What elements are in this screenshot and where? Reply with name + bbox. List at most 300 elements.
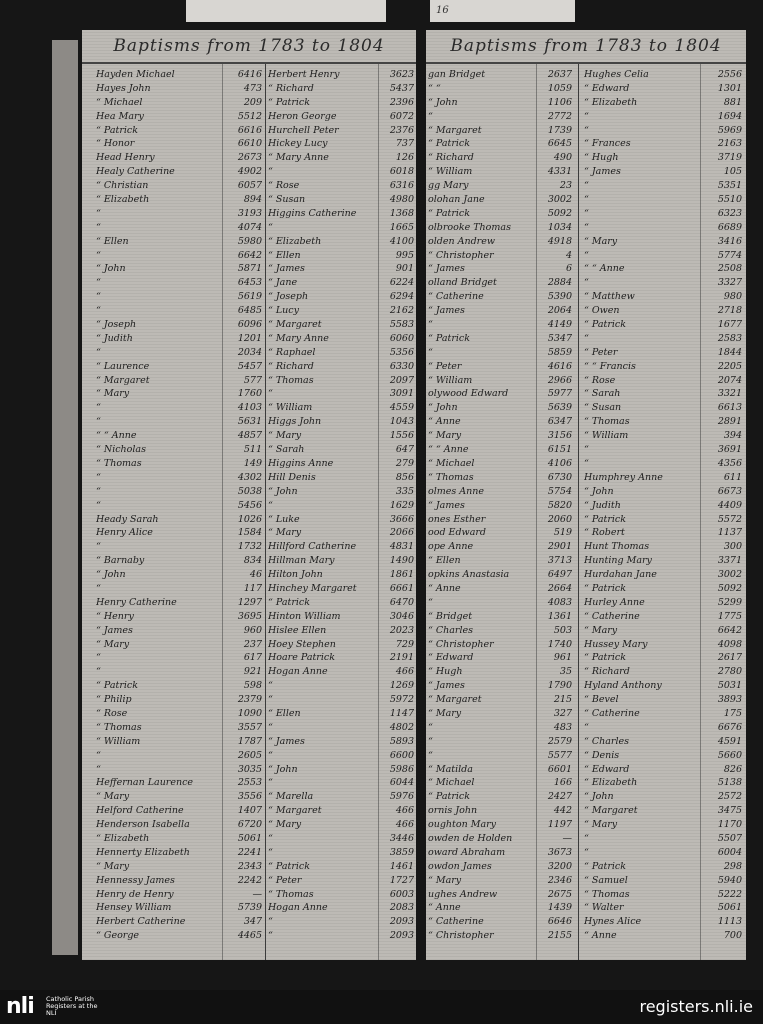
number-right: 1368 <box>389 207 414 219</box>
number-left: 3695 <box>237 610 262 622</box>
number-right: 995 <box>395 249 414 261</box>
number-left: 3002 <box>547 194 572 206</box>
name-right: “ <box>268 916 273 928</box>
number-left: 5871 <box>237 263 262 275</box>
name-right: Humphrey Anne <box>584 471 663 483</box>
name-right: “ <box>268 499 273 511</box>
number-left: 6485 <box>237 305 262 317</box>
number-left: 921 <box>243 666 262 678</box>
name-left: “ <box>96 471 101 483</box>
number-right: 300 <box>723 541 742 553</box>
name-left: ornis John <box>428 805 478 817</box>
number-left: 4083 <box>547 596 572 608</box>
name-right: Hurchell Peter <box>268 124 339 136</box>
number-right: 5774 <box>717 249 742 261</box>
name-right: “ Mary Anne <box>268 332 329 344</box>
register-entry-row <box>426 610 746 624</box>
number-left: 6057 <box>237 180 262 192</box>
name-right: “ Thomas <box>584 888 630 900</box>
register-entry-row <box>82 151 416 165</box>
number-left: 5639 <box>547 402 572 414</box>
number-right: 1490 <box>389 555 414 567</box>
register-entry-row <box>426 499 746 513</box>
name-right: “ Samuel <box>584 874 628 886</box>
name-left: “ <box>96 749 101 761</box>
name-right: “ James <box>268 263 305 275</box>
name-left: “ Christian <box>96 180 149 192</box>
number-right: 5972 <box>389 694 414 706</box>
register-entry-row <box>426 874 746 888</box>
number-right: 6004 <box>717 846 742 858</box>
number-left: 5754 <box>547 485 572 497</box>
number-right: 980 <box>723 291 742 303</box>
register-entry-row <box>426 165 746 179</box>
number-right: 2023 <box>389 624 414 636</box>
number-left: 2966 <box>547 374 572 386</box>
name-left: “ <box>96 221 101 233</box>
register-entry-row <box>82 82 416 96</box>
number-left: 2064 <box>547 305 572 317</box>
name-right: “ “ Francis <box>584 360 636 372</box>
number-right: 3446 <box>389 832 414 844</box>
number-right: 2583 <box>717 332 742 344</box>
name-right: “ Matthew <box>584 291 635 303</box>
number-left: 519 <box>553 527 572 539</box>
name-right: Hunt Thomas <box>584 541 650 553</box>
number-left: 2060 <box>547 513 572 525</box>
number-left: 4149 <box>547 319 572 331</box>
name-left: “ John <box>96 263 126 275</box>
name-left: “ Margaret <box>428 694 482 706</box>
name-left: “ <box>96 402 101 414</box>
number-left: 215 <box>553 694 572 706</box>
register-entry-row <box>426 249 746 263</box>
register-entry-row <box>82 110 416 124</box>
name-left: “ <box>428 319 433 331</box>
left-page <box>82 30 416 960</box>
register-entry-row <box>426 110 746 124</box>
number-right: 6072 <box>389 110 414 122</box>
number-right: 466 <box>395 666 414 678</box>
register-entry-row <box>426 68 746 82</box>
number-left: 1090 <box>237 707 262 719</box>
number-right: 3327 <box>717 277 742 289</box>
register-entry-row <box>82 360 416 374</box>
number-left: 1361 <box>547 610 572 622</box>
register-entry-row <box>426 804 746 818</box>
name-right: “ Bevel <box>584 694 619 706</box>
name-left: “ Peter <box>428 360 462 372</box>
name-right: “ James <box>584 166 621 178</box>
name-right: “ Mary Anne <box>268 152 329 164</box>
number-left: 4 <box>565 249 572 261</box>
name-right: “ Thomas <box>584 416 630 428</box>
name-left: “ Anne <box>428 416 461 428</box>
name-right: “ Patrick <box>584 652 626 664</box>
name-right: “ “ Anne <box>584 263 625 275</box>
name-left: Head Henry <box>96 152 155 164</box>
number-right: 6642 <box>717 624 742 636</box>
number-right: 4802 <box>389 721 414 733</box>
number-right: 6323 <box>717 207 742 219</box>
name-right: “ <box>268 166 273 178</box>
number-left: 473 <box>243 82 262 94</box>
name-right: “ Patrick <box>268 596 310 608</box>
number-right: 5940 <box>717 874 742 886</box>
register-entry-row <box>426 915 746 929</box>
number-left: 5038 <box>237 485 262 497</box>
number-left: 4106 <box>547 457 572 469</box>
name-left: “ Barnaby <box>96 555 145 567</box>
name-right: “ John <box>268 485 298 497</box>
name-right: “ Walter <box>584 902 624 914</box>
register-entry-row <box>82 526 416 540</box>
number-left: 1732 <box>237 541 262 553</box>
register-entry-row <box>426 735 746 749</box>
name-right: “ Elizabeth <box>584 96 638 108</box>
name-right: “ Peter <box>268 874 302 886</box>
name-right: “ Mary <box>268 819 302 831</box>
register-entry-row <box>426 262 746 276</box>
name-left: “ Elizabeth <box>96 832 150 844</box>
nli-logo[interactable]: nli <box>6 994 34 1019</box>
number-left: 4857 <box>237 430 262 442</box>
name-left: “ Mary <box>96 638 130 650</box>
number-left: 1026 <box>237 513 262 525</box>
name-right: “ <box>268 777 273 789</box>
register-entry-row <box>426 540 746 554</box>
number-left: 5512 <box>237 110 262 122</box>
number-left: 6416 <box>237 69 262 80</box>
number-right: 1043 <box>389 416 414 428</box>
number-right: 1694 <box>717 110 742 122</box>
name-left: “ Thomas <box>96 721 142 733</box>
name-left: “ Mary <box>428 874 462 886</box>
name-right: “ Susan <box>584 402 622 414</box>
number-right: 2191 <box>389 652 414 664</box>
register-entry-row <box>82 804 416 818</box>
name-right: Heron George <box>268 110 337 122</box>
number-left: 23 <box>559 180 572 192</box>
number-left: 511 <box>243 444 262 456</box>
number-left: 327 <box>553 707 572 719</box>
register-entry-row <box>82 485 416 499</box>
name-right: “ Peter <box>584 346 618 358</box>
register-entry-row <box>426 568 746 582</box>
number-right: 1269 <box>389 680 414 692</box>
name-right: “ <box>268 388 273 400</box>
register-entry-row <box>82 554 416 568</box>
number-left: 3193 <box>237 207 262 219</box>
name-left: ones Esther <box>428 513 486 525</box>
number-right: 5986 <box>389 763 414 775</box>
register-entry-row <box>82 429 416 443</box>
name-right: “ Rose <box>584 374 616 386</box>
name-left: “ James <box>428 263 465 275</box>
register-entry-row <box>426 429 746 443</box>
name-right: “ John <box>268 763 298 775</box>
register-entry-row <box>426 665 746 679</box>
number-right: 5061 <box>717 902 742 914</box>
name-right: “ Sarah <box>584 388 621 400</box>
name-right: “ Luke <box>268 513 300 525</box>
name-left: “ <box>96 291 101 303</box>
name-right: “ Mary <box>268 430 302 442</box>
number-left: 6642 <box>237 249 262 261</box>
left-page-title: Baptisms from 1783 to 1804 <box>113 36 385 56</box>
register-entry-row <box>426 374 746 388</box>
number-left: 5390 <box>547 291 572 303</box>
name-right: “ Patrick <box>268 96 310 108</box>
number-left: 6096 <box>237 319 262 331</box>
number-left: 3156 <box>547 430 572 442</box>
name-right: Higgins Catherine <box>268 207 357 219</box>
name-left: opkins Anastasia <box>428 569 510 581</box>
name-left: olywood Edward <box>428 388 509 400</box>
name-left: “ Edward <box>428 652 474 664</box>
number-right: 3859 <box>389 846 414 858</box>
register-entry-row <box>82 374 416 388</box>
register-entry-row <box>82 513 416 527</box>
left-entries <box>82 68 416 943</box>
register-entry-row <box>82 235 416 249</box>
name-left: Henry Catherine <box>96 596 177 608</box>
number-right: 6689 <box>717 221 742 233</box>
register-entry-row <box>426 707 746 721</box>
number-left: 6453 <box>237 277 262 289</box>
name-left: olohan Jane <box>428 194 485 206</box>
number-left: 2155 <box>547 930 572 942</box>
name-right: “ <box>268 846 273 858</box>
number-left: 483 <box>553 721 572 733</box>
number-left: 1584 <box>237 527 262 539</box>
name-left: “ Catherine <box>428 916 484 928</box>
register-entry-row <box>82 179 416 193</box>
number-right: 6294 <box>389 291 414 303</box>
number-right: 3371 <box>717 555 742 567</box>
register-entry-row <box>82 165 416 179</box>
name-left: “ Margaret <box>428 124 482 136</box>
register-entry-row <box>82 124 416 138</box>
register-entry-row <box>426 638 746 652</box>
register-entry-row <box>82 499 416 513</box>
number-right: 6003 <box>389 888 414 900</box>
name-left: “ <box>96 763 101 775</box>
register-entry-row <box>82 221 416 235</box>
number-right: 3475 <box>717 805 742 817</box>
name-left: “ Bridget <box>428 610 473 622</box>
number-right: 1727 <box>389 874 414 886</box>
name-left: “ Hugh <box>428 666 463 678</box>
name-left: “ Margaret <box>96 374 150 386</box>
name-left: “ James <box>428 499 465 511</box>
number-right: 5138 <box>717 777 742 789</box>
name-left: “ Catherine <box>428 291 484 303</box>
number-left: 961 <box>553 652 572 664</box>
number-left: 3556 <box>237 791 262 803</box>
number-right: 6330 <box>389 360 414 372</box>
name-left: oughton Mary <box>428 819 497 831</box>
number-right: 4591 <box>717 735 742 747</box>
name-left: “ George <box>96 930 140 942</box>
number-left: 503 <box>553 624 572 636</box>
number-right: 5976 <box>389 791 414 803</box>
number-right: 279 <box>395 457 414 469</box>
register-entry-row <box>426 651 746 665</box>
name-right: “ Edward <box>584 82 630 94</box>
name-right: “ Patrick <box>268 860 310 872</box>
name-left: “ <box>96 541 101 553</box>
number-right: 126 <box>395 152 414 164</box>
register-entry-row <box>82 846 416 860</box>
number-right: 2162 <box>389 305 414 317</box>
number-right: 826 <box>723 763 742 775</box>
name-right: Hislee Ellen <box>268 624 327 636</box>
register-entry-row <box>426 235 746 249</box>
number-right: 5572 <box>717 513 742 525</box>
number-right: 6224 <box>389 277 414 289</box>
register-entry-row <box>82 624 416 638</box>
number-left: 6646 <box>547 916 572 928</box>
name-right: “ Mary <box>584 819 618 831</box>
number-right: 2083 <box>389 902 414 914</box>
register-entry-row <box>82 262 416 276</box>
register-entry-row <box>82 249 416 263</box>
name-right: “ <box>268 680 273 692</box>
register-entry-row <box>82 651 416 665</box>
site-link[interactable]: registers.nli.ie <box>639 997 753 1016</box>
name-left: Hayes John <box>96 82 151 94</box>
number-left: 1790 <box>547 680 572 692</box>
name-left: gan Bridget <box>428 69 486 80</box>
name-right: Hickey Lucy <box>268 138 328 150</box>
number-right: 394 <box>723 430 742 442</box>
number-left: 6497 <box>547 569 572 581</box>
register-entry-row <box>82 665 416 679</box>
number-right: 2093 <box>389 930 414 942</box>
register-entry-row <box>82 457 416 471</box>
number-left: 1034 <box>547 221 572 233</box>
name-left: “ <box>428 110 433 122</box>
name-left: “ Christopher <box>428 249 494 261</box>
name-left: “ John <box>96 569 126 581</box>
name-right: “ Frances <box>584 138 631 150</box>
name-right: “ <box>584 221 589 233</box>
number-left: 5739 <box>237 902 262 914</box>
number-right: 881 <box>723 96 742 108</box>
name-left: Helford Catherine <box>96 805 184 817</box>
name-left: owden de Holden <box>428 832 513 844</box>
name-left: “ Nicholas <box>96 444 146 456</box>
name-left: “ Ellen <box>428 555 461 567</box>
name-right: “ Charles <box>584 735 630 747</box>
number-right: 5356 <box>389 346 414 358</box>
number-right: 2617 <box>717 652 742 664</box>
number-left: 166 <box>553 777 572 789</box>
register-entry-row <box>426 332 746 346</box>
number-left: 2884 <box>547 277 572 289</box>
name-left: “ <box>96 416 101 428</box>
name-left: “ <box>428 721 433 733</box>
number-right: 5299 <box>717 596 742 608</box>
number-right: 105 <box>723 166 742 178</box>
name-right: “ Mary <box>584 235 618 247</box>
number-left: 6730 <box>547 471 572 483</box>
number-left: 490 <box>553 152 572 164</box>
number-left: 960 <box>243 624 262 636</box>
name-right: “ <box>584 721 589 733</box>
number-left: 2241 <box>237 846 262 858</box>
name-right: “ Patrick <box>584 513 626 525</box>
name-left: “ Christopher <box>428 930 494 942</box>
register-entry-row <box>426 776 746 790</box>
number-right: 3416 <box>717 235 742 247</box>
number-left: 2034 <box>237 346 262 358</box>
name-right: “ <box>584 194 589 206</box>
number-left: 2343 <box>237 860 262 872</box>
number-left: 598 <box>243 680 262 692</box>
number-right: 6673 <box>717 485 742 497</box>
name-left: “ Patrick <box>96 124 138 136</box>
register-entry-row <box>426 693 746 707</box>
name-left: “ Laurence <box>96 360 150 372</box>
number-right: 335 <box>395 485 414 497</box>
name-right: “ Susan <box>268 194 306 206</box>
register-entry-row <box>82 596 416 610</box>
name-right: “ Margaret <box>584 805 638 817</box>
number-left: 2242 <box>237 874 262 886</box>
number-right: 3691 <box>717 444 742 456</box>
register-entry-row <box>426 290 746 304</box>
name-right: “ <box>584 332 589 344</box>
number-left: 6347 <box>547 416 572 428</box>
number-left: 4074 <box>237 221 262 233</box>
number-left: 3713 <box>547 555 572 567</box>
number-left: 5619 <box>237 291 262 303</box>
number-right: 700 <box>723 930 742 942</box>
name-right: Hurley Anne <box>584 596 645 608</box>
name-right: “ <box>268 930 273 942</box>
register-entry-row <box>426 457 746 471</box>
name-right: “ <box>584 444 589 456</box>
name-left: “ Michael <box>428 457 475 469</box>
number-left: 4902 <box>237 166 262 178</box>
register-entry-row <box>82 693 416 707</box>
number-right: 1137 <box>717 527 742 539</box>
register-entry-row <box>426 207 746 221</box>
register-entry-row <box>82 96 416 110</box>
number-left: 1740 <box>547 638 572 650</box>
number-right: 6044 <box>389 777 414 789</box>
name-right: “ <box>268 721 273 733</box>
number-right: 6676 <box>717 721 742 733</box>
name-left: “ <box>96 305 101 317</box>
name-right: “ Richard <box>268 360 314 372</box>
name-right: “ <box>584 180 589 192</box>
name-right: “ Richard <box>268 82 314 94</box>
number-right: 5222 <box>717 888 742 900</box>
name-left: Hensey William <box>96 902 172 914</box>
register-entry-row <box>426 151 746 165</box>
name-left: Heffernan Laurence <box>96 777 194 789</box>
name-left: “ Michael <box>428 777 475 789</box>
name-left: “ <box>96 499 101 511</box>
number-left: 894 <box>243 194 262 206</box>
name-right: Hussey Mary <box>584 638 648 650</box>
name-left: Hennessy James <box>96 874 175 886</box>
number-left: 5347 <box>547 332 572 344</box>
name-right: “ Margaret <box>268 319 322 331</box>
